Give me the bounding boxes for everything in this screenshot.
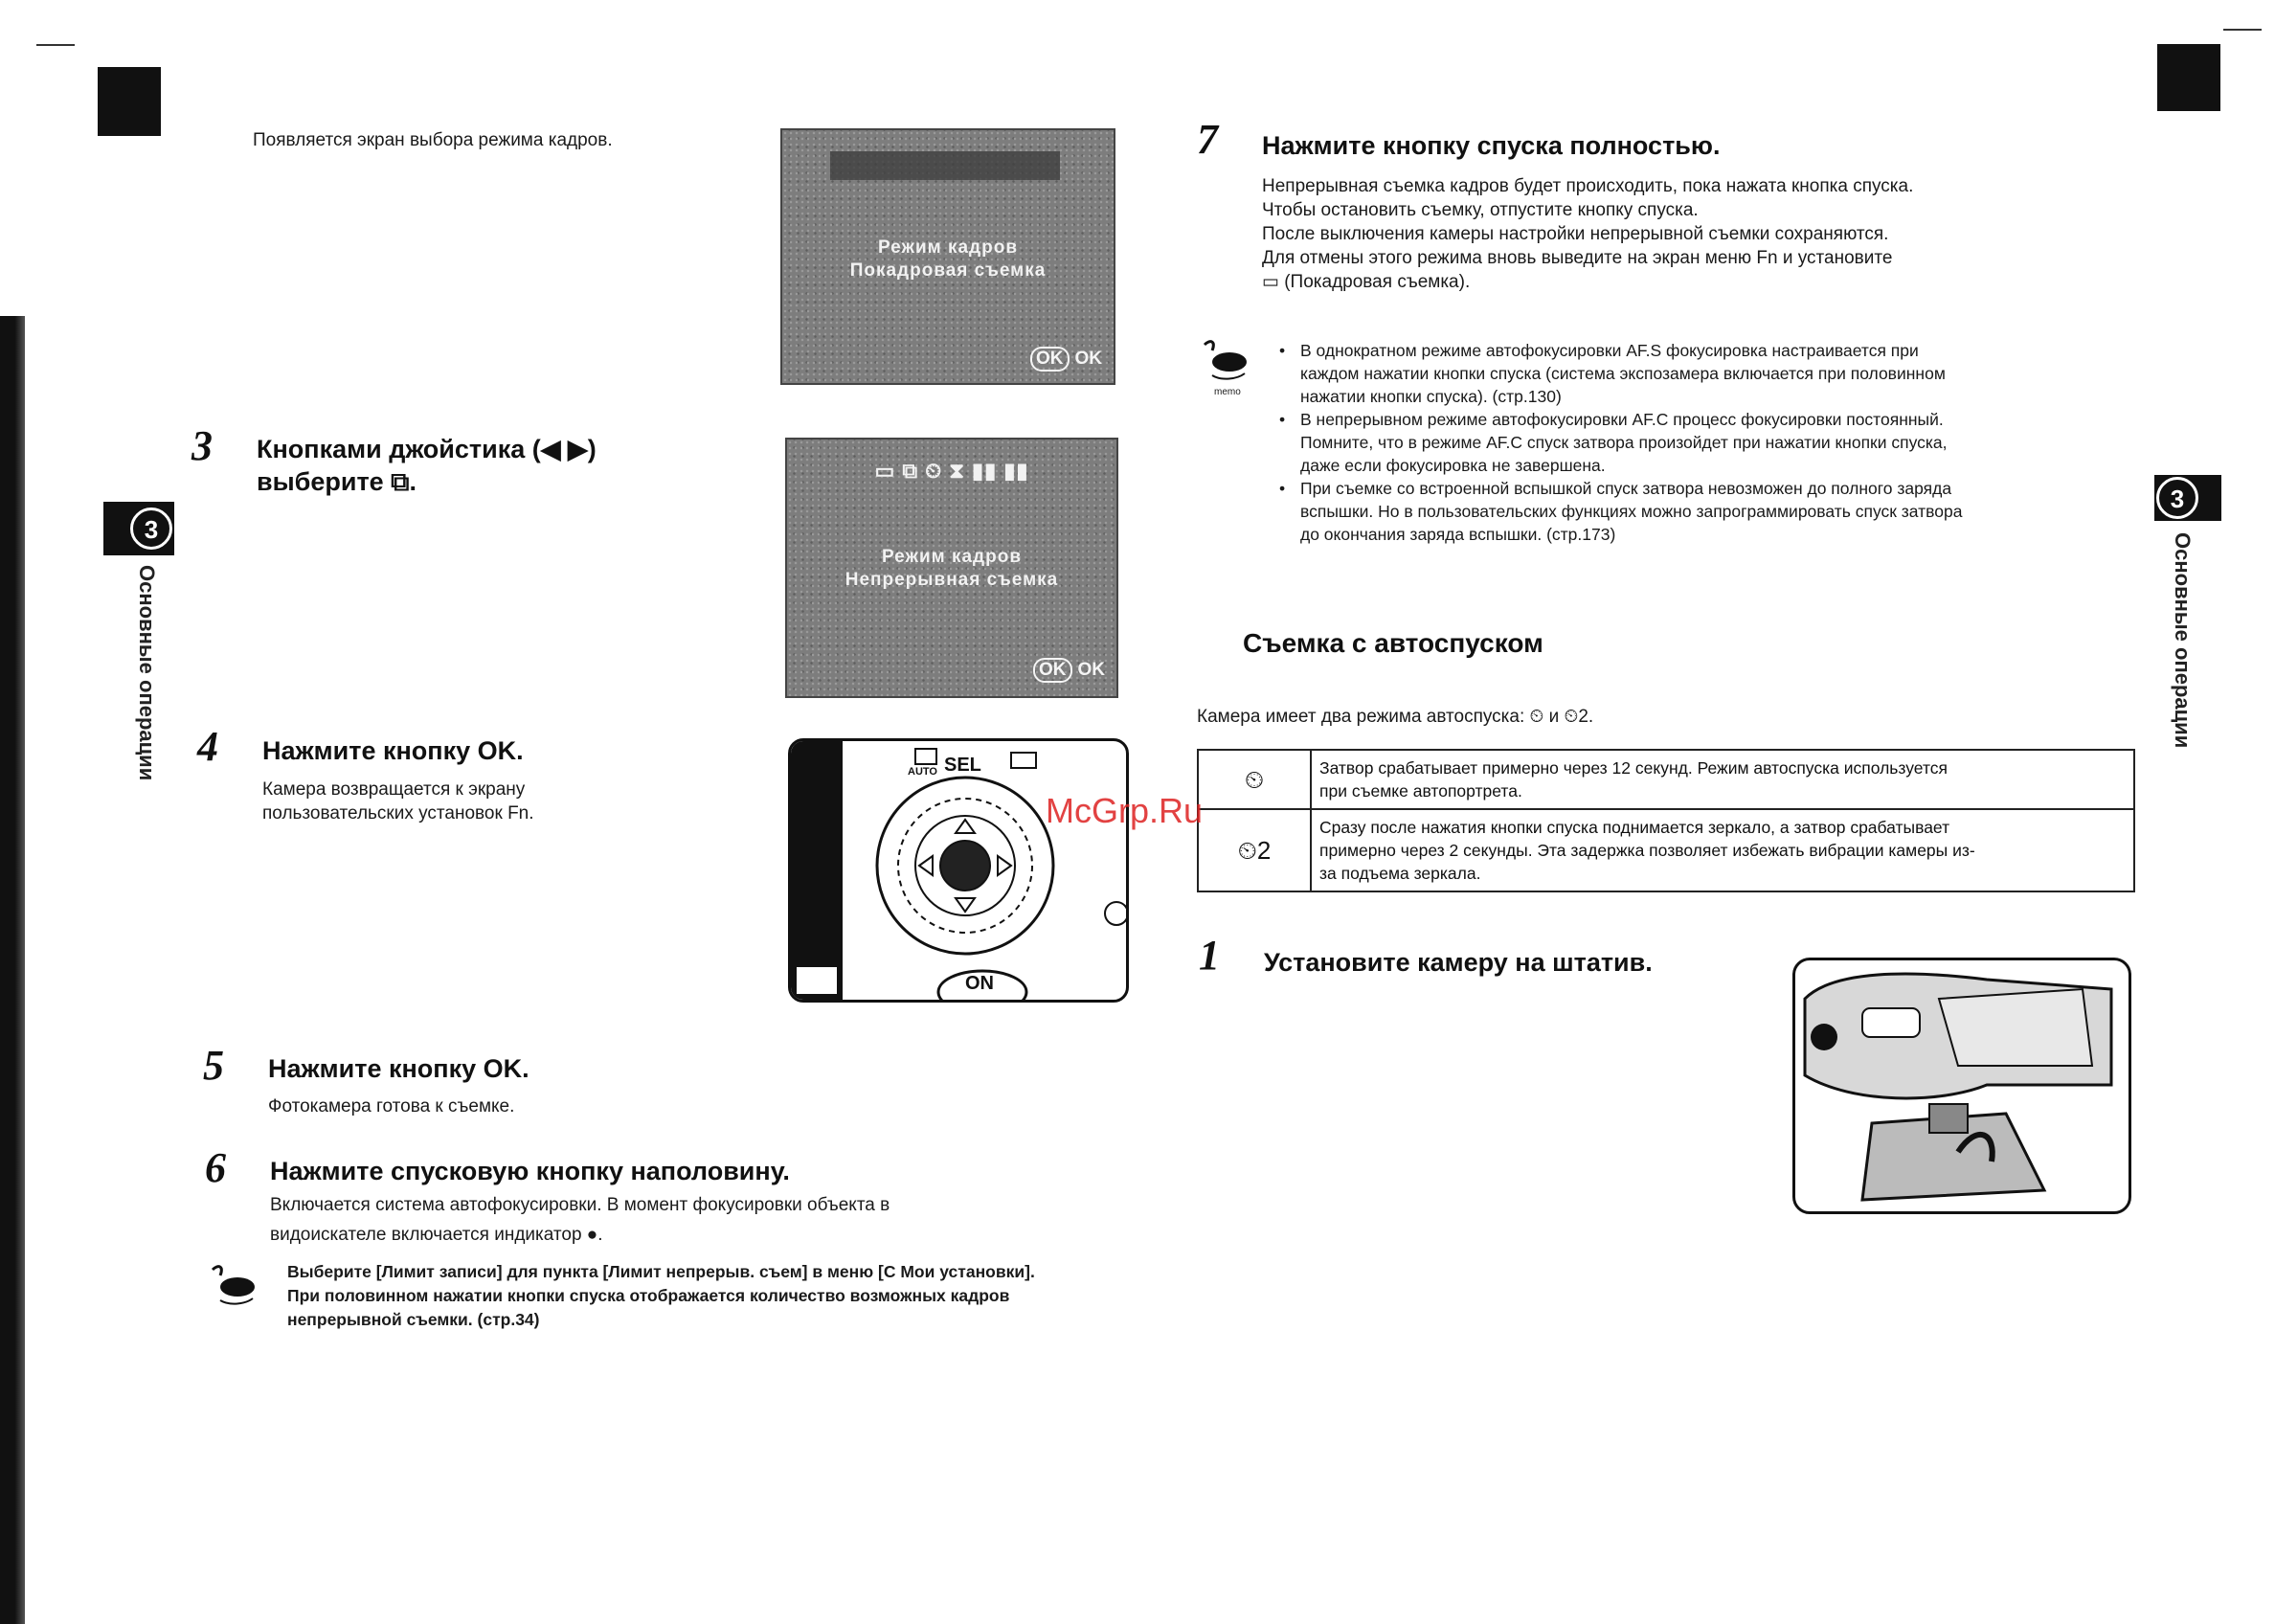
memo-bullet-flash-line2: вспышки. Но в пользовательских функциях можно запрограммировать спуск затвора [1300,502,1963,521]
memo-bullet-afs-line3: нажатии кнопки спуска). (стр.130) [1300,387,1562,406]
memo-icon [1199,337,1249,381]
side-tab-right-label: Основные операции [2171,532,2195,749]
lcd-ok-indicator [1030,347,1102,372]
step-1-number: 1 [1199,932,1220,979]
lens-release-button [1811,1024,1837,1050]
section-intro: Камера имеет два режима автоспуска: ⏲ и ⏲2. [1197,707,1594,727]
ok-badge-label: OK [1077,660,1105,680]
step-5-title: Нажмите кнопку OK. [268,1054,529,1083]
step-6-body-line1: Включается система автофокусировки. В момент фокусировки объекта в [270,1195,890,1215]
sel-label: SEL [944,755,981,776]
memo-bullet-afc [1275,408,2137,477]
four-way-controller-svg [867,741,1126,1000]
table-cell-line3: за подъема зеркала. [1319,864,1481,883]
side-tab-left-label: Основные операции [135,565,159,781]
table-cell [1311,750,2134,809]
tripod-illustration [1792,958,2131,1214]
top-left-crop-mark [36,44,75,46]
lcd-mode-label: Режим кадров [881,547,1023,567]
memo-bullet-flash-line1: • При съемке со встроенной вспышкой спуск затвора невозможен до полного заряда [1300,479,1952,498]
camera-controls-illustration [788,738,1129,1003]
memo-right-icon-label: memo [1214,387,1241,397]
memo-bullet-afc-line2: Помните, что в режиме AF.C спуск затвора произойдет при нажатии кнопки спуска, [1300,433,1948,452]
lcd-screen-single-frame [780,128,1115,385]
left-corner-marker [98,67,161,136]
watermark: McGrp.Ru [1046,791,1204,830]
step-4-body-line2: пользовательских установок Fn. [262,803,534,823]
lcd-top-icons-row [830,151,1060,180]
lcd-mode-label: Режим кадров [877,237,1019,258]
battery-door [1939,989,2092,1066]
table-cell-line1: Сразу после нажатия кнопки спуска поднимается зеркало, а затвор срабатывает [1319,818,1950,837]
self-timer-table [1197,749,2135,892]
memo-left-line1: Выберите [Лимит записи] для пункта [Лимит непрерыв. съем] в меню [C Мои установки]. [287,1262,1035,1281]
step-5-number: 5 [203,1042,224,1089]
lcd-screen-continuous [785,438,1118,698]
step-7-body-line3: После выключения камеры настройки непрерывной съемки сохраняются. [1262,224,1889,244]
memo-left-line2: При половинном нажатии кнопки спуска отображается количество возможных кадров [287,1286,1010,1305]
ok-badge-icon: OK [1033,658,1072,683]
lcd-drive-icons: ▭ ⧉ ⏲ ⧗ ▮▮ ▮▮ [874,459,1029,483]
step-6-number: 6 [205,1144,226,1191]
memo-bullet-afs-line1: • В однократном режиме автофокусировки AF.S фокусировка настраивается при [1300,341,1919,360]
step-3-number: 3 [191,422,213,469]
step-6-body-line2: видоискателе включается индикатор ●. [270,1225,603,1245]
table-row [1198,750,2134,809]
step-6-title: Нажмите спусковую кнопку наполовину. [270,1157,790,1185]
step-7-body-line2: Чтобы остановить съемку, отпустите кнопку спуска. [1262,200,1699,220]
step-7-body-line5: ▭ (Покадровая съемка). [1262,272,1471,292]
exposure-comp-button-icon [915,749,936,764]
lcd-mode-value: Непрерывная съемка [845,570,1059,590]
self-timer-12s-icon: ⏲ [1198,750,1311,809]
memo-bullet-afs [1275,339,2137,408]
right-corner-marker [2157,44,2220,111]
step-7-body-line4: Для отмены этого режима вновь выведите на экран меню Fn и установите [1262,248,1893,268]
section-title: Съемка с автоспуском [1243,628,1543,658]
chapter-number-badge: 3 [130,508,172,550]
memo-bullet-afc-line1: • В непрерывном режиме автофокусировки AF.C процесс фокусировки постоянный. [1300,410,1944,429]
table-cell-line2: при съемке автопортрета. [1319,781,1522,801]
camera-lcd-edge [791,741,843,1000]
lcd-ok-indicator [1033,658,1105,683]
ok-badge-label: OK [1074,349,1102,369]
step-7-number: 7 [1197,116,1218,163]
memo-icon [207,1262,257,1306]
left-page-edge-shadow [0,316,25,1624]
step-1-title: Установите камеру на штатив. [1264,948,1653,977]
step-7-title: Нажмите кнопку спуска полностью. [1262,131,1721,160]
table-cell-line2: примерно через 2 секунды. Эта задержка позволяет избежать вибрации камеры из- [1319,841,1975,860]
lcd-mode-value: Покадровая съемка [849,260,1047,281]
step-3-title-line2: выберите ⧉. [257,467,417,496]
step-4-title: Нажмите кнопку OK. [262,736,524,765]
display-button-icon [1011,753,1036,768]
table-cell [1311,809,2134,891]
step-7-body-line1: Непрерывная съемка кадров будет происходить, пока нажата кнопка спуска. [1262,176,1914,196]
memo-bullet-flash-line3: до окончания заряда вспышки. (стр.173) [1300,525,1616,544]
self-timer-2s-icon: ⏲2 [1198,809,1311,891]
tripod-illustration-svg [1795,960,2129,1211]
intro-text: Появляется экран выбора режима кадров. [253,130,613,150]
step-4-body-line1: Камера возвращается к экрану [262,779,526,800]
ok-center-button [940,841,990,891]
on-label: ON [965,973,994,994]
grip-label [1862,1008,1920,1037]
auto-label: AUTO [908,766,937,778]
memo-left-line3: непрерывной съемки. (стр.34) [287,1310,540,1329]
side-tab-left [103,502,174,555]
camera-lcd-window [797,967,837,994]
side-button [1105,902,1126,925]
tripod-plate [1929,1104,1968,1133]
step-5-body: Фотокамера готова к съемке. [268,1096,515,1116]
top-right-crop-mark [2223,29,2262,31]
step-3-title-line1: Кнопками джойстика (◀ ▶) [257,435,597,463]
table-cell-line1: Затвор срабатывает примерно через 12 секунд. Режим автоспуска используется [1319,758,1948,778]
memo-bullet-flash [1275,477,2137,546]
memo-bullet-afc-line3: даже если фокусировка не завершена. [1300,456,1606,475]
memo-right-bullets [1275,339,2137,546]
table-row [1198,809,2134,891]
memo-bullet-afs-line2: каждом нажатии кнопки спуска (система экспозамера включается при половинном [1300,364,1946,383]
ok-badge-icon: OK [1030,347,1070,372]
side-tab-right [2154,475,2221,521]
step-4-number: 4 [197,723,218,770]
chapter-number-badge: 3 [2156,477,2198,519]
